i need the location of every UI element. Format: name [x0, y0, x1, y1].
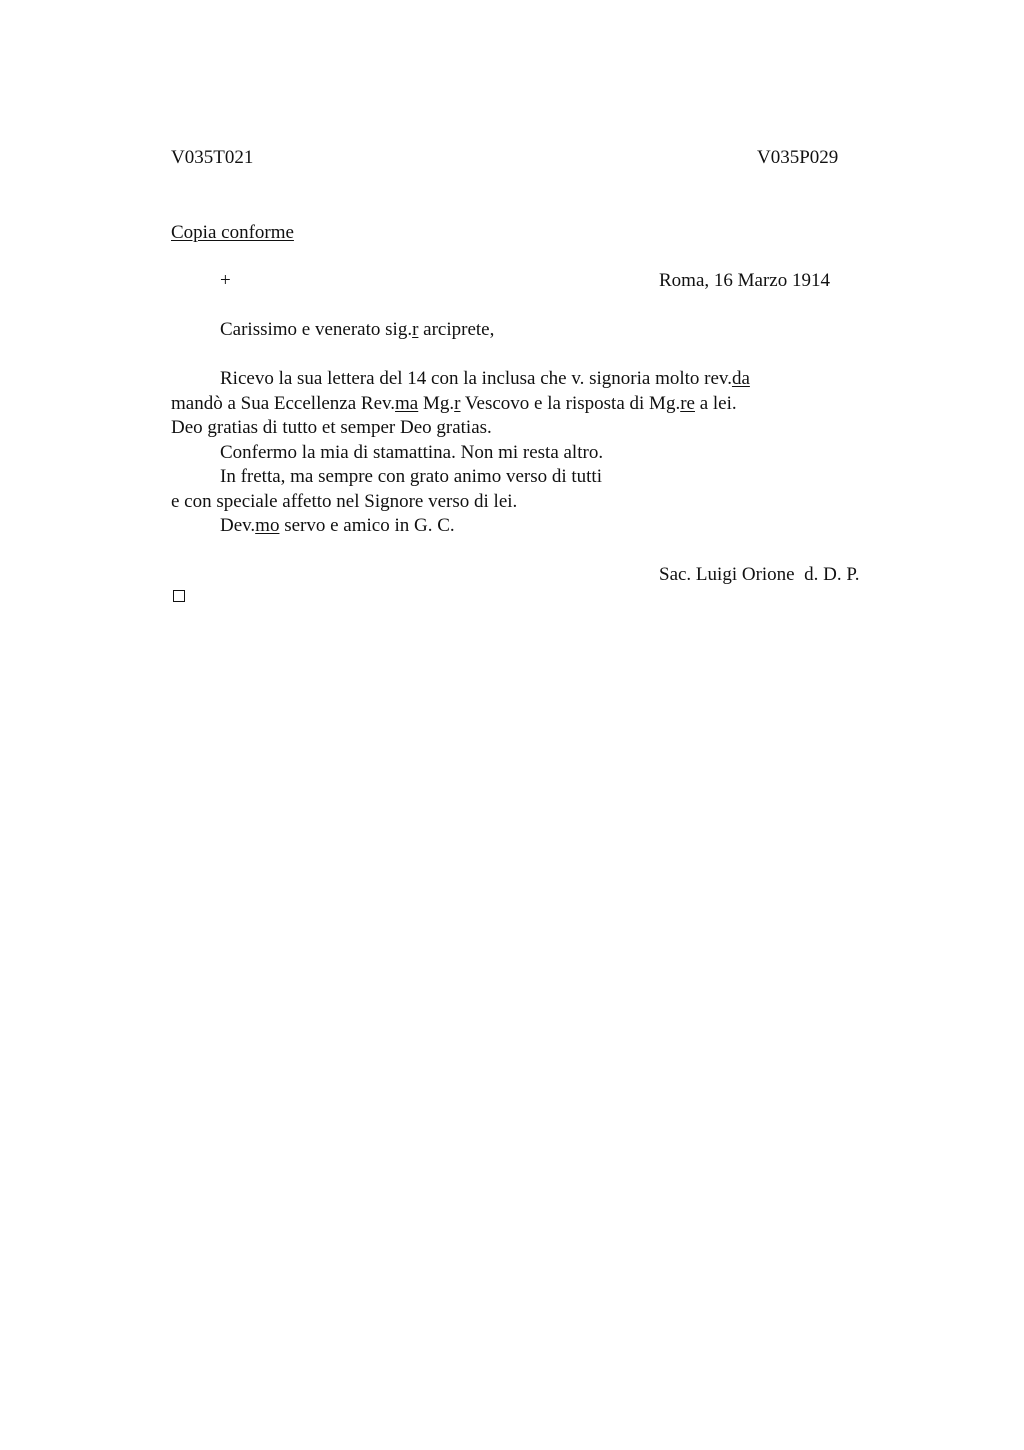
- salutation: [220, 318, 494, 342]
- body-line-1: [220, 367, 750, 391]
- cross-symbol: +: [220, 270, 231, 291]
- body-line-2: [171, 392, 737, 416]
- abbr: mo: [255, 515, 280, 536]
- body-line-3: Deo gratias di tutto et semper Deo gratias.: [171, 417, 492, 438]
- checkbox-square-icon: [173, 590, 185, 602]
- abbr: r: [454, 393, 461, 414]
- place-date: Roma, 16 Marzo 1914: [659, 270, 830, 291]
- salutation-text: Carissimo e venerato sig.: [220, 319, 413, 340]
- body-line-4: Confermo la mia di stamattina. Non mi resta altro.: [220, 442, 604, 463]
- body-text: Ricevo la sua lettera del 14 con la inclusa che v. signoria molto rev.: [220, 368, 732, 389]
- document-label: Copia conforme: [171, 222, 294, 243]
- body-text: Vescovo e la risposta di Mg.: [460, 393, 681, 414]
- body-line-6: e con speciale affetto nel Signore verso di lei.: [171, 491, 518, 512]
- body-text: Mg.: [418, 393, 455, 414]
- abbr: re: [680, 393, 695, 414]
- body-text: mandò a Sua Eccellenza Rev.: [171, 393, 396, 414]
- archive-code-left: V035T021: [171, 147, 254, 168]
- signature: Sac. Luigi Orione d. D. P.: [659, 564, 860, 585]
- closing-line: [220, 514, 455, 538]
- archive-code-right: V035P029: [757, 147, 839, 168]
- salutation-text-end: arciprete,: [418, 319, 495, 340]
- body-text: servo e amico in G. C.: [279, 515, 455, 536]
- abbr: da: [731, 368, 750, 389]
- abbr: ma: [395, 393, 419, 414]
- body-text: Dev.: [220, 515, 256, 536]
- salutation-abbr: r: [412, 319, 419, 340]
- body-text: a lei.: [694, 393, 737, 414]
- body-line-5: In fretta, ma sempre con grato animo verso di tutti: [220, 466, 602, 487]
